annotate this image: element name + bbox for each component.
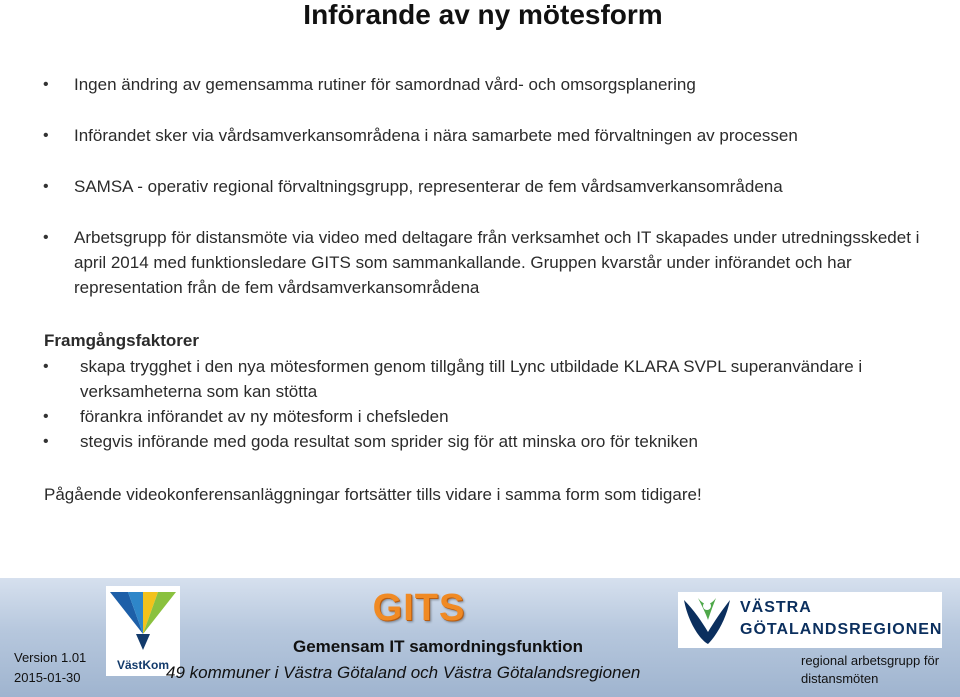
vgr-logo [678,592,942,648]
bullet-item: • Ingen ändring av gemensamma rutiner för samordnad vård- och omsorgsplanering [40,72,940,97]
version-info [14,648,86,688]
slide-title: Införande av ny mötesform [303,0,663,30]
gits-logo: GITS [372,587,466,629]
org-name: Gemensam IT samordningsfunktion [293,637,583,656]
version-date: 2015-01-30 [14,670,81,685]
vastkom-v-icon [106,586,180,656]
bullet-item: • Arbetsgrupp för distansmöte via video med deltagare från verksamhet och IT skapades under utredningsskedet i april 2014 med funktionsledare GITS som sammankallande. Gruppen kvarstår under införandet och har representation från de fem vårdsamverkansområdena [40,225,940,300]
org-description: 49 kommuner i Västra Götaland och Västra Götalandsregionen [166,663,641,682]
vastkom-logo-text: VästKom [116,658,169,672]
bullet-list [40,72,940,300]
footer-note: regional arbetsgrupp för distansmöten [801,653,940,686]
success-factor-item: • skapa trygghet i den nya mötesformen genom tillgång till Lync utbildade KLARA SVPL superanvändare i verksamheterna som kan stötta [44,354,944,404]
success-factors-list [44,354,944,454]
success-factors-heading: Framgångsfaktorer [44,331,199,350]
success-factor-item: • förankra införandet av ny mötesform i chefsleden [44,404,944,429]
vgr-logo-line1: VÄSTRA [740,599,812,616]
success-factor-item: • stegvis införande med goda resultat som sprider sig för att minska oro för tekniken [44,429,944,454]
vgr-logo-line2: GÖTALANDSREGIONEN [740,621,943,638]
footer-bar [0,578,960,697]
vgr-emblem-icon [678,592,736,648]
version-label: Version 1.01 [14,650,87,665]
bullet-item: • Införandet sker via vårdsamverkansområdena i nära samarbete med förvaltningen av processen [40,123,940,148]
bullet-item: • SAMSA - operativ regional förvaltningsgrupp, representerar de fem vårdsamverkansområdena [40,174,940,199]
closing-statement: Pågående videokonferensanläggningar fortsätter tills vidare i samma form som tidigare! [44,485,702,504]
